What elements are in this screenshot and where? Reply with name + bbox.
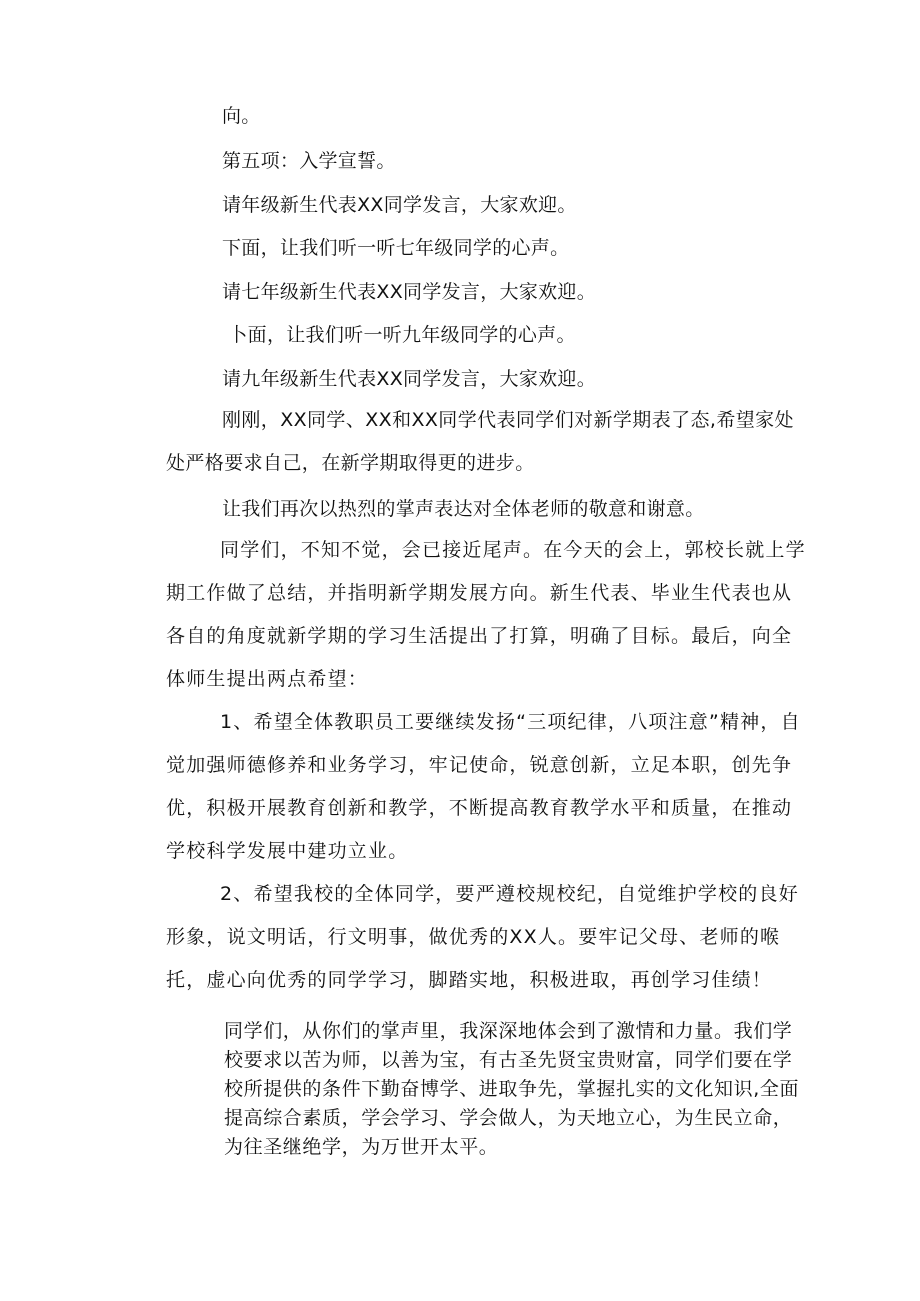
- text-line-grade7-speech: 请七年级新生代表XX同学发言，大家欢迎。: [222, 281, 597, 303]
- paragraph-praise: 刚刚，XX同学、XX和XX同学代表同学们对新学期表了态,希望家处处严格要求自己，在新学期取得更的进步。: [166, 409, 794, 474]
- paragraph-summary: 同学们，不知不觉，会已接近尾声。在今天的会上，郭校长就上学期工作做了总结，并指明新学期发展方向。新生代表、毕业生代表也从各自的角度就新学期的学习生活提出了打算，明确了目标。最后，向全体师生提出两点希望：: [166, 539, 806, 690]
- text-line-grade9-speech: 请九年级新生代表XX同学发言，大家欢迎。: [222, 368, 597, 390]
- text-line-oath-item: 第五项：入学宣誓。: [222, 150, 396, 172]
- text-line-grade7-voice: 下面，让我们听一听七年级同学的心声。: [222, 237, 570, 259]
- text-line-direction-end: 向。: [222, 105, 261, 127]
- paragraph-closing: 同学们，从你们的掌声里，我深深地体会到了激情和力量。我们学校要求以苦为师，以善为宝，有古圣先贤宝贵财富，同学们要在学校所提供的条件下勤奋博学、进取争先，掌握扎实的文化知识,全面提高综合素质，学会学习、学会做人，为天地立心，为生民立命，为往圣继绝学，为万世开太平。: [224, 1020, 800, 1158]
- text-line-new-student-speech: 请年级新生代表XX同学发言，大家欢迎。: [222, 194, 577, 216]
- paragraph-hope-staff: 1、希望全体教职员工要继续发扬“三项纪律，八项注意”精神，自觉加强师德修养和业务学习，牢记使命，锐意创新，立足本职，创先争优，积极开展教育创新和教学，不断提高教育教学水平和质量，在推动学校科学发展中建功立业。: [166, 711, 801, 862]
- paragraph-thanks: 让我们再次以热烈的掌声表达对全体老师的敬意和谢意。: [222, 498, 705, 520]
- paragraph-hope-students: 2、希望我校的全体同学，要严遵校规校纪，自觉维护学校的良好形象，说文明话，行文明事，做优秀的XX人。要牢记父母、老师的喉托，虚心向优秀的同学学习，脚踏实地，积极进取，再创学习佳绩！: [166, 883, 799, 991]
- text-line-grade9-voice: 卜面，让我们听一听九年级同学的心声。: [222, 324, 576, 346]
